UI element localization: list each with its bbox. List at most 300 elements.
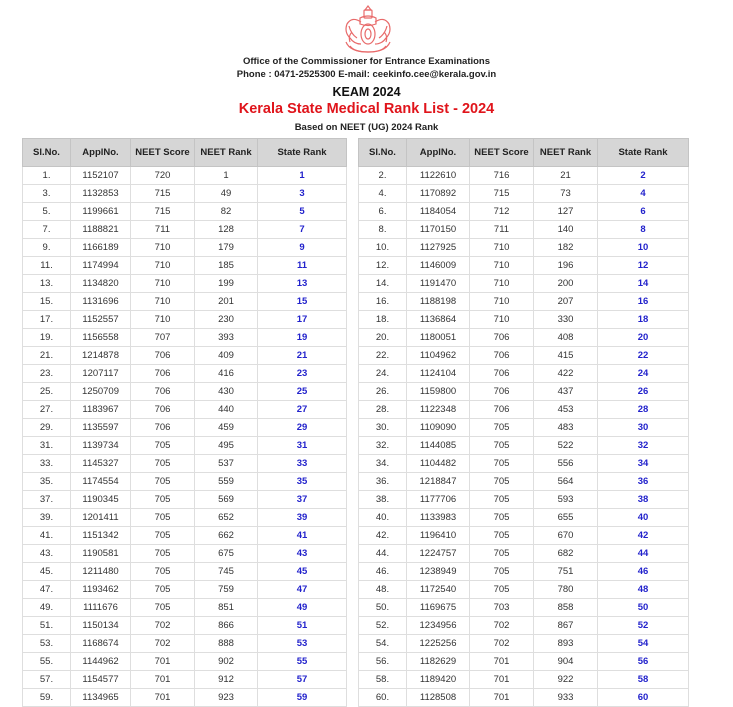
col-state-rank: State Rank (598, 139, 689, 167)
cell-slno: 42. (359, 527, 407, 545)
cell-neet-score: 707 (131, 329, 195, 347)
cell-neet-rank: 655 (534, 509, 598, 527)
cell-slno: 29. (23, 419, 71, 437)
cell-slno: 15. (23, 293, 71, 311)
cell-neet-rank: 888 (195, 635, 258, 653)
cell-state-rank: 58 (598, 671, 689, 689)
cell-slno: 21. (23, 347, 71, 365)
cell-state-rank: 46 (598, 563, 689, 581)
cell-neet-score: 705 (470, 527, 534, 545)
col-state-rank: State Rank (258, 139, 347, 167)
cell-slno: 12. (359, 257, 407, 275)
cell-neet-rank: 409 (195, 347, 258, 365)
cell-applno: 1170150 (407, 221, 470, 239)
cell-slno: 34. (359, 455, 407, 473)
cell-slno: 5. (23, 203, 71, 221)
cell-state-rank: 4 (598, 185, 689, 203)
cell-neet-rank: 73 (534, 185, 598, 203)
cell-slno: 57. (23, 671, 71, 689)
cell-slno: 38. (359, 491, 407, 509)
cell-slno: 16. (359, 293, 407, 311)
cell-neet-rank: 330 (534, 311, 598, 329)
table-row (23, 347, 347, 365)
cell-neet-score: 706 (131, 365, 195, 383)
cell-applno: 1109090 (407, 419, 470, 437)
cell-neet-rank: 559 (195, 473, 258, 491)
cell-applno: 1174554 (71, 473, 131, 491)
cell-applno: 1152107 (71, 167, 131, 185)
cell-slno: 4. (359, 185, 407, 203)
table-row (23, 581, 347, 599)
cell-neet-score: 706 (131, 401, 195, 419)
cell-state-rank: 24 (598, 365, 689, 383)
cell-neet-score: 710 (131, 257, 195, 275)
cell-neet-score: 706 (470, 365, 534, 383)
cell-state-rank: 33 (258, 455, 347, 473)
cell-state-rank: 47 (258, 581, 347, 599)
table-row (23, 167, 347, 185)
cell-state-rank: 49 (258, 599, 347, 617)
cell-neet-score: 701 (131, 653, 195, 671)
cell-applno: 1174994 (71, 257, 131, 275)
cell-applno: 1152557 (71, 311, 131, 329)
cell-state-rank: 57 (258, 671, 347, 689)
cell-state-rank: 1 (258, 167, 347, 185)
cell-neet-rank: 82 (195, 203, 258, 221)
cell-slno: 2. (359, 167, 407, 185)
cell-slno: 6. (359, 203, 407, 221)
cell-applno: 1132853 (71, 185, 131, 203)
table-row (359, 311, 689, 329)
cell-applno: 1225256 (407, 635, 470, 653)
table-row (23, 509, 347, 527)
cell-slno: 17. (23, 311, 71, 329)
table-row (23, 275, 347, 293)
cell-neet-score: 705 (470, 455, 534, 473)
cell-neet-score: 701 (131, 671, 195, 689)
table-row (23, 383, 347, 401)
table-row (359, 635, 689, 653)
cell-neet-score: 702 (470, 617, 534, 635)
cell-applno: 1183967 (71, 401, 131, 419)
table-row (23, 527, 347, 545)
cell-slno: 41. (23, 527, 71, 545)
cell-state-rank: 11 (258, 257, 347, 275)
cell-slno: 25. (23, 383, 71, 401)
cell-slno: 8. (359, 221, 407, 239)
cell-slno: 9. (23, 239, 71, 257)
cell-applno: 1136864 (407, 311, 470, 329)
cell-neet-rank: 745 (195, 563, 258, 581)
cell-neet-rank: 682 (534, 545, 598, 563)
cell-applno: 1188198 (407, 293, 470, 311)
cell-neet-rank: 459 (195, 419, 258, 437)
cell-neet-score: 705 (131, 581, 195, 599)
cell-state-rank: 40 (598, 509, 689, 527)
cell-neet-score: 712 (470, 203, 534, 221)
cell-neet-rank: 128 (195, 221, 258, 239)
table-row (23, 293, 347, 311)
cell-slno: 3. (23, 185, 71, 203)
cell-neet-score: 706 (470, 347, 534, 365)
cell-neet-rank: 437 (534, 383, 598, 401)
cell-state-rank: 45 (258, 563, 347, 581)
cell-neet-score: 710 (470, 257, 534, 275)
cell-state-rank: 44 (598, 545, 689, 563)
cell-applno: 1184054 (407, 203, 470, 221)
cell-slno: 49. (23, 599, 71, 617)
cell-applno: 1250709 (71, 383, 131, 401)
cell-slno: 52. (359, 617, 407, 635)
cell-applno: 1159800 (407, 383, 470, 401)
cell-slno: 54. (359, 635, 407, 653)
cell-neet-rank: 556 (534, 455, 598, 473)
cell-state-rank: 25 (258, 383, 347, 401)
table-row (23, 491, 347, 509)
cell-state-rank: 39 (258, 509, 347, 527)
table-row (359, 473, 689, 491)
cell-applno: 1145327 (71, 455, 131, 473)
page-subtitle: Based on NEET (UG) 2024 Rank (294, 122, 439, 133)
table-row (359, 437, 689, 455)
cell-neet-rank: 179 (195, 239, 258, 257)
cell-neet-score: 705 (470, 491, 534, 509)
cell-neet-score: 706 (131, 419, 195, 437)
cell-neet-rank: 537 (195, 455, 258, 473)
cell-neet-rank: 922 (534, 671, 598, 689)
cell-neet-score: 705 (131, 599, 195, 617)
cell-applno: 1104962 (407, 347, 470, 365)
cell-neet-score: 705 (131, 527, 195, 545)
table-row (359, 275, 689, 293)
cell-slno: 23. (23, 365, 71, 383)
table-row (23, 599, 347, 617)
cell-neet-score: 705 (470, 563, 534, 581)
cell-neet-rank: 851 (195, 599, 258, 617)
cell-neet-rank: 867 (534, 617, 598, 635)
cell-slno: 55. (23, 653, 71, 671)
cell-neet-score: 720 (131, 167, 195, 185)
cell-state-rank: 3 (258, 185, 347, 203)
cell-neet-rank: 593 (534, 491, 598, 509)
cell-neet-score: 705 (131, 437, 195, 455)
cell-state-rank: 21 (258, 347, 347, 365)
cell-state-rank: 38 (598, 491, 689, 509)
cell-slno: 33. (23, 455, 71, 473)
cell-state-rank: 55 (258, 653, 347, 671)
cell-state-rank: 5 (258, 203, 347, 221)
cell-slno: 7. (23, 221, 71, 239)
cell-neet-score: 705 (131, 509, 195, 527)
table-header-row (359, 139, 689, 167)
cell-applno: 1180051 (407, 329, 470, 347)
cell-slno: 14. (359, 275, 407, 293)
cell-applno: 1190581 (71, 545, 131, 563)
cell-slno: 50. (359, 599, 407, 617)
cell-applno: 1238949 (407, 563, 470, 581)
cell-applno: 1177706 (407, 491, 470, 509)
table-row (359, 419, 689, 437)
cell-state-rank: 13 (258, 275, 347, 293)
cell-applno: 1139734 (71, 437, 131, 455)
cell-neet-score: 706 (470, 329, 534, 347)
cell-neet-rank: 140 (534, 221, 598, 239)
cell-state-rank: 27 (258, 401, 347, 419)
cell-applno: 1224757 (407, 545, 470, 563)
table-row (23, 455, 347, 473)
cell-state-rank: 60 (598, 689, 689, 707)
cell-state-rank: 8 (598, 221, 689, 239)
cell-slno: 58. (359, 671, 407, 689)
cell-slno: 45. (23, 563, 71, 581)
cell-applno: 1193462 (71, 581, 131, 599)
cell-state-rank: 43 (258, 545, 347, 563)
cell-slno: 1. (23, 167, 71, 185)
cell-neet-rank: 675 (195, 545, 258, 563)
cell-neet-score: 706 (131, 383, 195, 401)
table-row (23, 239, 347, 257)
cell-neet-rank: 1 (195, 167, 258, 185)
cell-neet-rank: 207 (534, 293, 598, 311)
cell-applno: 1131696 (71, 293, 131, 311)
cell-applno: 1154577 (71, 671, 131, 689)
cell-slno: 28. (359, 401, 407, 419)
col-applno: ApplNo. (71, 139, 131, 167)
cell-applno: 1135597 (71, 419, 131, 437)
rank-table-left (22, 138, 347, 707)
cell-slno: 13. (23, 275, 71, 293)
cell-slno: 35. (23, 473, 71, 491)
cell-neet-score: 705 (470, 419, 534, 437)
cell-state-rank: 42 (598, 527, 689, 545)
cell-neet-score: 705 (131, 545, 195, 563)
table-row (23, 689, 347, 707)
cell-neet-rank: 21 (534, 167, 598, 185)
table-row (359, 455, 689, 473)
cell-neet-rank: 522 (534, 437, 598, 455)
cell-neet-score: 710 (470, 293, 534, 311)
cell-state-rank: 52 (598, 617, 689, 635)
cell-state-rank: 48 (598, 581, 689, 599)
col-neet-score: NEET Score (131, 139, 195, 167)
table-row (359, 293, 689, 311)
cell-neet-score: 710 (131, 293, 195, 311)
cell-neet-rank: 780 (534, 581, 598, 599)
col-neet-rank: NEET Rank (195, 139, 258, 167)
cell-slno: 20. (359, 329, 407, 347)
cell-neet-rank: 912 (195, 671, 258, 689)
cell-neet-score: 705 (470, 437, 534, 455)
rank-table-right (358, 138, 689, 707)
cell-applno: 1124104 (407, 365, 470, 383)
cell-slno: 11. (23, 257, 71, 275)
office-name: Office of the Commissioner for Entrance Examinations (242, 56, 491, 67)
table-row (23, 473, 347, 491)
table-row (23, 221, 347, 239)
cell-state-rank: 35 (258, 473, 347, 491)
cell-applno: 1156558 (71, 329, 131, 347)
table-row (23, 185, 347, 203)
col-slno: Sl.No. (359, 139, 407, 167)
cell-applno: 1234956 (407, 617, 470, 635)
table-row (359, 185, 689, 203)
cell-applno: 1168674 (71, 635, 131, 653)
table-row (23, 437, 347, 455)
cell-neet-score: 710 (131, 239, 195, 257)
cell-neet-rank: 49 (195, 185, 258, 203)
table-row (359, 671, 689, 689)
cell-slno: 32. (359, 437, 407, 455)
cell-slno: 53. (23, 635, 71, 653)
cell-slno: 37. (23, 491, 71, 509)
col-neet-score: NEET Score (470, 139, 534, 167)
cell-state-rank: 6 (598, 203, 689, 221)
cell-neet-rank: 483 (534, 419, 598, 437)
cell-neet-score: 705 (470, 509, 534, 527)
kerala-emblem-icon (340, 2, 396, 56)
cell-neet-rank: 866 (195, 617, 258, 635)
cell-state-rank: 23 (258, 365, 347, 383)
cell-neet-score: 701 (131, 689, 195, 707)
cell-state-rank: 2 (598, 167, 689, 185)
cell-neet-score: 711 (131, 221, 195, 239)
table-row (359, 257, 689, 275)
cell-neet-rank: 185 (195, 257, 258, 275)
contact-info: Phone : 0471-2525300 E-mail: ceekinfo.cee@kerala.gov.in (236, 69, 497, 80)
table-row (359, 563, 689, 581)
cell-state-rank: 36 (598, 473, 689, 491)
cell-applno: 1144085 (407, 437, 470, 455)
table-row (359, 581, 689, 599)
cell-state-rank: 22 (598, 347, 689, 365)
table-row (359, 347, 689, 365)
cell-applno: 1196410 (407, 527, 470, 545)
cell-neet-score: 703 (470, 599, 534, 617)
cell-slno: 10. (359, 239, 407, 257)
table-header-row (23, 139, 347, 167)
cell-state-rank: 31 (258, 437, 347, 455)
table-row (359, 491, 689, 509)
cell-state-rank: 29 (258, 419, 347, 437)
cell-neet-rank: 416 (195, 365, 258, 383)
cell-applno: 1166189 (71, 239, 131, 257)
cell-neet-rank: 422 (534, 365, 598, 383)
cell-neet-rank: 564 (534, 473, 598, 491)
cell-state-rank: 12 (598, 257, 689, 275)
cell-neet-rank: 430 (195, 383, 258, 401)
exam-name: KEAM 2024 (332, 85, 401, 99)
table-row (359, 365, 689, 383)
cell-applno: 1150134 (71, 617, 131, 635)
cell-state-rank: 56 (598, 653, 689, 671)
cell-neet-rank: 199 (195, 275, 258, 293)
table-row (23, 311, 347, 329)
cell-neet-score: 706 (470, 401, 534, 419)
table-row (23, 329, 347, 347)
cell-slno: 46. (359, 563, 407, 581)
cell-neet-rank: 196 (534, 257, 598, 275)
cell-neet-score: 706 (131, 347, 195, 365)
table-row (23, 203, 347, 221)
cell-state-rank: 17 (258, 311, 347, 329)
cell-state-rank: 53 (258, 635, 347, 653)
cell-slno: 19. (23, 329, 71, 347)
cell-state-rank: 37 (258, 491, 347, 509)
cell-neet-rank: 652 (195, 509, 258, 527)
table-row (359, 401, 689, 419)
cell-slno: 40. (359, 509, 407, 527)
cell-neet-score: 705 (470, 581, 534, 599)
cell-state-rank: 41 (258, 527, 347, 545)
table-row (359, 167, 689, 185)
cell-state-rank: 19 (258, 329, 347, 347)
cell-slno: 31. (23, 437, 71, 455)
cell-neet-score: 710 (470, 311, 534, 329)
cell-neet-score: 710 (131, 275, 195, 293)
cell-neet-rank: 904 (534, 653, 598, 671)
cell-applno: 1111676 (71, 599, 131, 617)
cell-neet-score: 705 (131, 491, 195, 509)
cell-neet-score: 701 (470, 653, 534, 671)
table-row (359, 599, 689, 617)
cell-neet-score: 705 (470, 473, 534, 491)
cell-applno: 1172540 (407, 581, 470, 599)
table-row (359, 545, 689, 563)
cell-neet-score: 715 (470, 185, 534, 203)
table-row (23, 563, 347, 581)
cell-applno: 1191470 (407, 275, 470, 293)
cell-slno: 36. (359, 473, 407, 491)
cell-slno: 43. (23, 545, 71, 563)
table-row (359, 203, 689, 221)
cell-neet-rank: 127 (534, 203, 598, 221)
cell-applno: 1207117 (71, 365, 131, 383)
cell-state-rank: 34 (598, 455, 689, 473)
cell-neet-score: 716 (470, 167, 534, 185)
page-title: Kerala State Medical Rank List - 2024 (238, 101, 495, 117)
col-neet-rank: NEET Rank (534, 139, 598, 167)
cell-neet-score: 705 (131, 455, 195, 473)
cell-slno: 48. (359, 581, 407, 599)
cell-neet-rank: 751 (534, 563, 598, 581)
cell-neet-rank: 200 (534, 275, 598, 293)
cell-state-rank: 59 (258, 689, 347, 707)
cell-neet-rank: 670 (534, 527, 598, 545)
cell-state-rank: 20 (598, 329, 689, 347)
table-row (359, 653, 689, 671)
cell-neet-score: 710 (470, 275, 534, 293)
cell-applno: 1134820 (71, 275, 131, 293)
table-row (359, 527, 689, 545)
cell-neet-rank: 858 (534, 599, 598, 617)
table-row (23, 671, 347, 689)
cell-applno: 1214878 (71, 347, 131, 365)
cell-state-rank: 16 (598, 293, 689, 311)
cell-state-rank: 15 (258, 293, 347, 311)
cell-state-rank: 32 (598, 437, 689, 455)
cell-neet-rank: 201 (195, 293, 258, 311)
table-row (23, 545, 347, 563)
cell-applno: 1104482 (407, 455, 470, 473)
cell-slno: 39. (23, 509, 71, 527)
cell-applno: 1128508 (407, 689, 470, 707)
cell-applno: 1122348 (407, 401, 470, 419)
cell-neet-score: 702 (131, 635, 195, 653)
cell-applno: 1127925 (407, 239, 470, 257)
cell-applno: 1144962 (71, 653, 131, 671)
cell-applno: 1201411 (71, 509, 131, 527)
cell-state-rank: 10 (598, 239, 689, 257)
